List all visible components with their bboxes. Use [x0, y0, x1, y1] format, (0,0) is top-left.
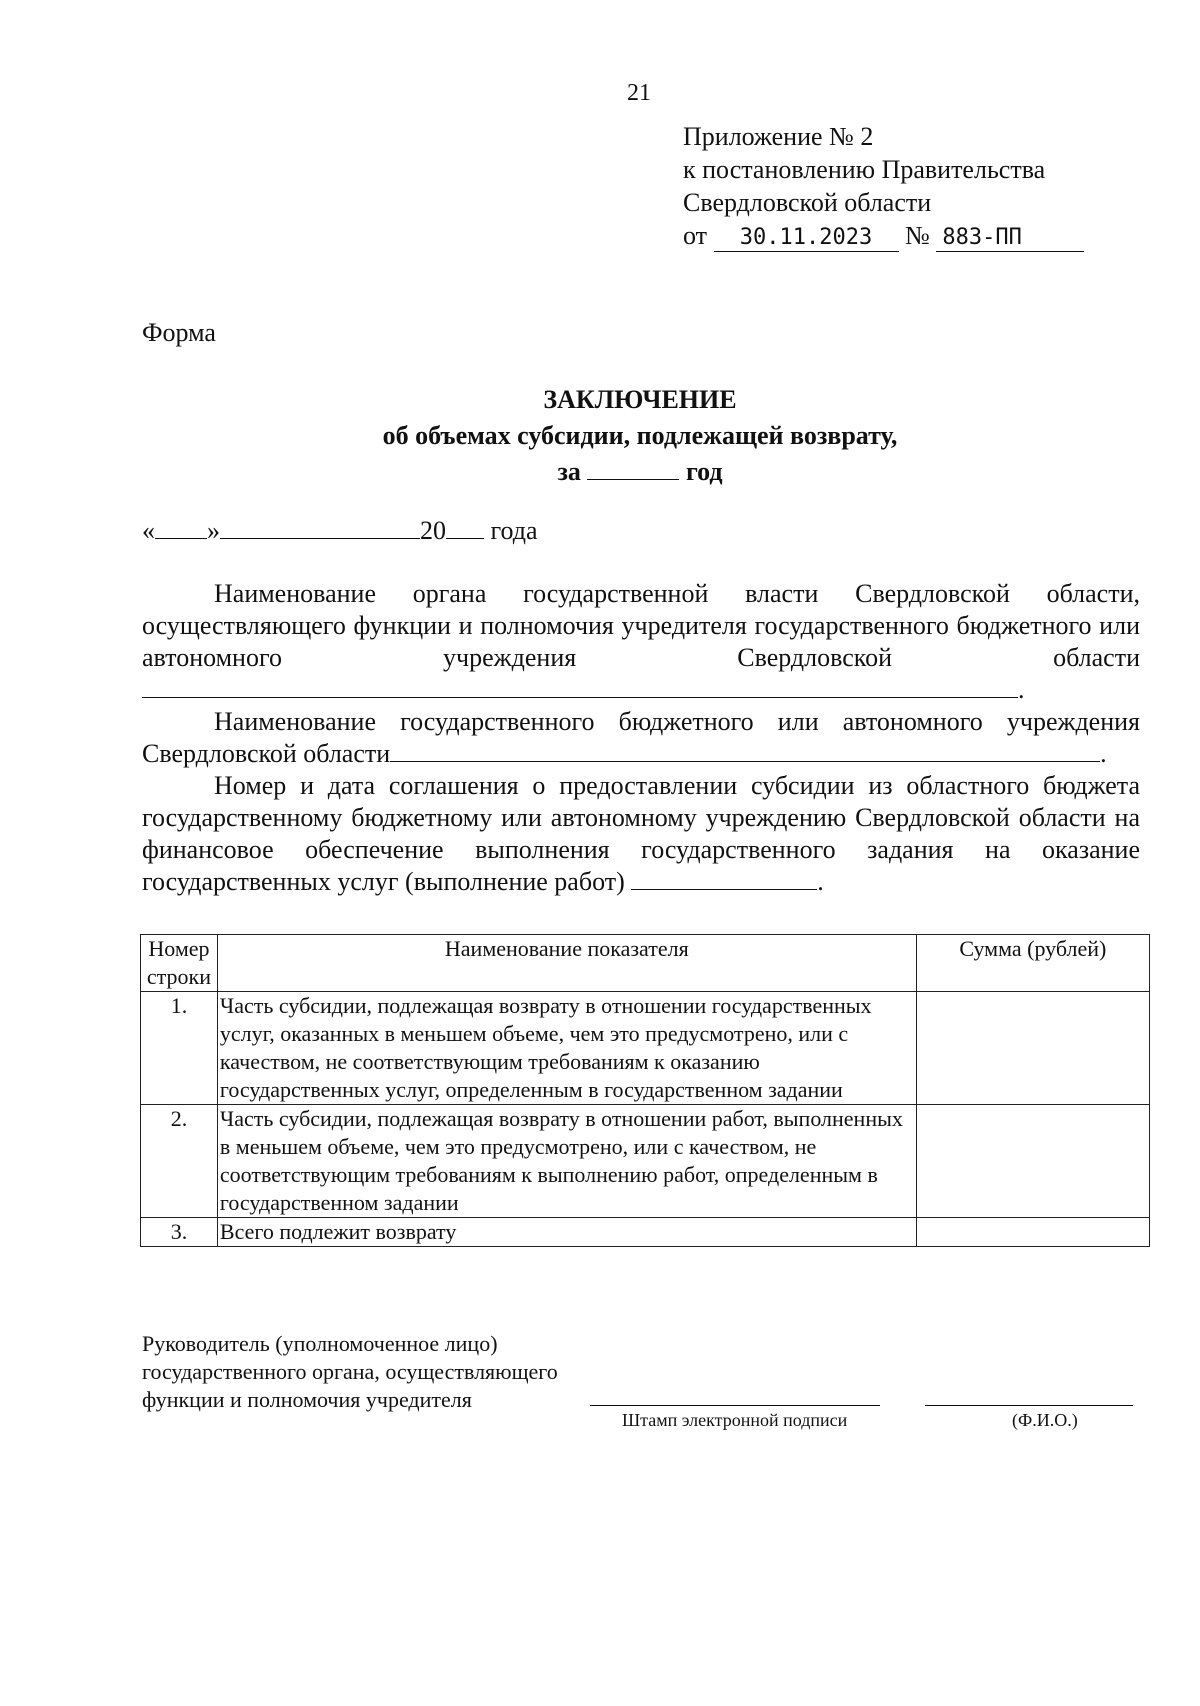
row-sum-cell[interactable]	[916, 1218, 1149, 1247]
date-line	[142, 516, 538, 546]
signatory-line-3: функции и полномочия учредителя	[142, 1387, 472, 1412]
appendix-region: Свердловской области	[683, 188, 932, 217]
signatory-line-2: государственного органа, осуществляющего	[142, 1359, 558, 1384]
from-label: от	[683, 221, 708, 250]
authority-blank[interactable]	[142, 677, 1018, 698]
document-year-line	[40, 454, 1200, 490]
date-close-quote: »	[207, 516, 220, 545]
date-suffix: года	[490, 516, 538, 545]
header-sum: Сумма (рублей)	[916, 935, 1149, 992]
paragraph-authority: Наименование органа государственной власти Свердловской области, осуществляющего функции и полномочия учредителя государственного бюджетного или автономного учреждения Свердловской области.	[142, 579, 1140, 704]
table-row	[141, 992, 1150, 1105]
form-label: Форма	[142, 318, 216, 347]
row-number: 3.	[141, 1218, 218, 1247]
row-sum-cell[interactable]	[916, 1105, 1149, 1218]
document-subtitle: об объемах субсидии, подлежащей возврату,	[382, 421, 898, 450]
table-row	[141, 1105, 1150, 1218]
header-indicator-name: Наименование показателя	[217, 935, 916, 992]
appendix-title: Приложение № 2	[683, 122, 874, 151]
appendix-date-number	[683, 219, 1084, 252]
institution-label: Наименование государственного бюджетного или автономного учреждения Свердловской области	[142, 707, 1140, 768]
year-prefix: за	[557, 457, 581, 486]
name-caption: (Ф.И.О.)	[1012, 1410, 1078, 1430]
header-row-number: Номер строки	[141, 935, 218, 992]
appendix-header	[683, 120, 1084, 252]
row-sum-cell[interactable]	[916, 992, 1149, 1105]
signature-stamp-line[interactable]	[590, 1405, 880, 1406]
indicators-table	[140, 934, 1150, 1247]
agreement-blank[interactable]	[631, 869, 817, 890]
authority-label: Наименование органа государственной власти Свердловской области, осуществляющего функции и полномочия учредителя государственного бюджетного или автономного учреждения Свердловской области	[142, 579, 1140, 672]
paragraph-institution: Наименование государственного бюджетного или автономного учреждения Свердловской области .	[142, 707, 1140, 768]
table-row	[141, 1218, 1150, 1247]
number-label: №	[905, 221, 930, 250]
day-blank[interactable]	[155, 516, 207, 539]
stamp-caption: Штамп электронной подписи	[622, 1410, 848, 1430]
resolution-date: 30.11.2023	[714, 225, 899, 252]
row-number: 1.	[141, 992, 218, 1105]
date-open-quote: «	[142, 516, 155, 545]
year-digits-blank[interactable]	[446, 516, 484, 539]
resolution-number: 883-ПП	[936, 225, 1084, 252]
row-indicator-name: Часть субсидии, подлежащая возврату в отношении работ, выполненных в меньшем объеме, чем это предусмотрено, или с качеством, не соответствующим требованиям к выполнению работ, определенным в государственном задании	[217, 1105, 916, 1218]
paragraph-agreement: Номер и дата соглашения о предоставлении субсидии из областного бюджета государственному бюджетному или автономному учреждению Свердловской области на финансовое обеспечение выполнения государственного задания на оказание государственных услуг (выполнение работ) .	[142, 771, 1140, 896]
appendix-resolution: к постановлению Правительства	[683, 155, 1046, 184]
agreement-label: Номер и дата соглашения о предоставлении субсидии из областного бюджета государственному бюджетному или автономному учреждению Свердловской области на финансовое обеспечение выполнения государственного задания на оказание государственных услуг (выполнение работ)	[142, 771, 1140, 896]
signatory-name-line[interactable]	[925, 1405, 1133, 1406]
year-suffix: год	[685, 457, 723, 486]
row-indicator-name: Всего подлежит возврату	[217, 1218, 916, 1247]
signatory-block	[142, 1330, 558, 1414]
signatory-line-1: Руководитель (уполномоченное лицо)	[142, 1331, 498, 1356]
institution-blank[interactable]	[390, 741, 1100, 762]
century-label: 20	[420, 516, 446, 545]
year-blank[interactable]	[587, 457, 679, 480]
table-header-row	[141, 935, 1150, 992]
document-title: ЗАКЛЮЧЕНИЕ	[543, 385, 737, 414]
row-number: 2.	[141, 1105, 218, 1218]
page-number: 21	[627, 80, 651, 106]
row-indicator-name: Часть субсидии, подлежащая возврату в отношении государственных услуг, оказанных в меньшем объеме, чем это предусмотрено, или с качеством, не соответствующим требованиям к оказанию государственных услуг, определенным в государственном задании	[217, 992, 916, 1105]
month-blank[interactable]	[220, 516, 420, 539]
